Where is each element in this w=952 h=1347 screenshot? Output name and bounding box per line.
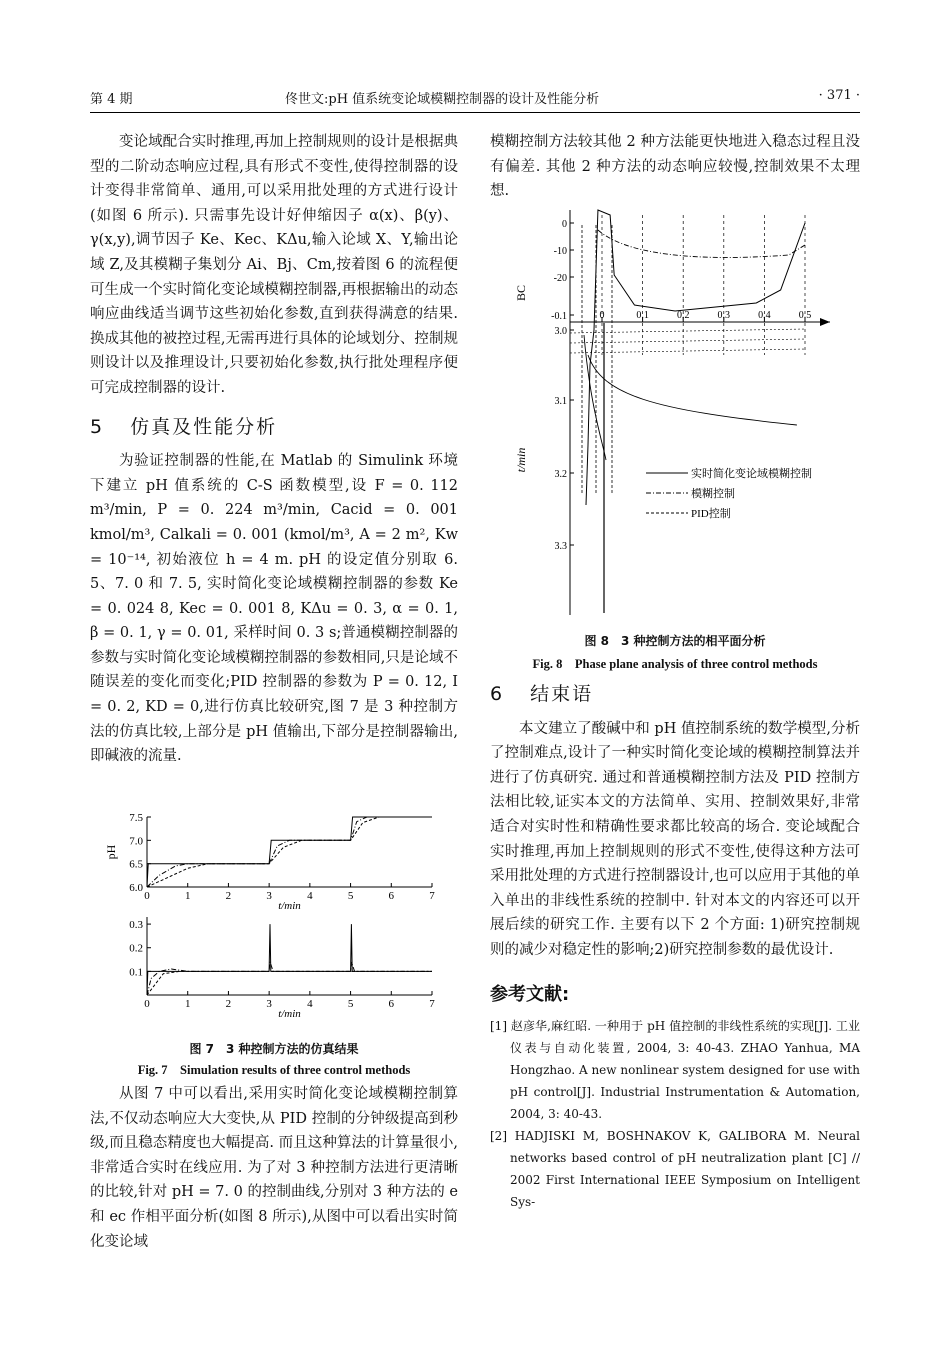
y-tick-label: 3.1 <box>554 396 567 407</box>
y-tick-label: -20 <box>553 273 567 284</box>
x-tick-label: 1 <box>184 890 191 902</box>
series-line <box>570 329 805 333</box>
y-tick-label: 6.0 <box>129 882 143 894</box>
x-tick-label: 0 <box>599 310 605 321</box>
series-line <box>570 339 805 343</box>
y-tick-label: -0.1 <box>551 311 567 322</box>
header-rule <box>90 112 860 113</box>
right-paragraph-1: 模糊控制方法较其他 2 种方法能更快地进入稳态过程且没有偏差. 其他 2 种方法的动态响应较慢,控制效果不太理想. <box>490 134 860 200</box>
left-column-bottom <box>90 1082 458 1254</box>
series-line <box>147 971 432 995</box>
fig7-flow-plot <box>129 917 435 1020</box>
figure-7-chart <box>95 805 455 1035</box>
x-tick-label: 4 <box>307 998 313 1010</box>
section-5-heading <box>90 415 458 440</box>
figure-8-caption-cn: 图 8 3 种控制方法的相平面分析 <box>584 634 766 648</box>
series-line <box>147 817 432 887</box>
y-axis-label: pH <box>104 844 118 860</box>
x-tick-label: 0 <box>144 890 150 902</box>
x-axis-label: t/min <box>278 1008 301 1020</box>
y-tick-label: -10 <box>553 246 567 257</box>
y-tick-label: 0.2 <box>129 942 143 955</box>
figure-8-chart <box>500 205 860 625</box>
series-line <box>588 355 797 425</box>
legend-label: PID控制 <box>691 508 731 520</box>
section-5-title: 仿真及性能分析 <box>130 415 278 438</box>
fig7-ph-plot <box>104 812 435 912</box>
x-tick-label: 2 <box>225 998 232 1010</box>
running-title: 佟世文:pH 值系统变论域模糊控制器的设计及性能分析 <box>285 92 600 107</box>
series-line <box>147 962 432 995</box>
x-tick-label: 5 <box>347 998 354 1010</box>
series-line <box>586 210 805 505</box>
series-line <box>147 817 432 887</box>
reference-1: [1] 赵彦华,麻红昭. 一种用于 pH 值控制的非线性系统的实现[J]. 工业仪表与自动化装置, 2004, 3: 40-43. ZHAO Yanhua, MA Hongzhao. A new nonlinear system designed for use with pH control[J]. Industrial Instrumentation & Automation, 2004, 3: 40-43. <box>490 1019 860 1122</box>
reference-2: [2] HADJISKI M, BOSHNAKOV K, GALIBORA M. Neural networks based control of pH neutralization plant [C] // 2002 First International IEEE Symposium on Intelligent Sys- <box>490 1129 860 1210</box>
series-line <box>584 335 606 460</box>
page-header <box>90 88 860 110</box>
section-6-title: 结束语 <box>530 683 594 705</box>
x-tick-label: 0.5 <box>798 310 812 321</box>
series-line <box>598 230 805 257</box>
left-paragraph-1: 变论域配合实时推理,再加上控制规则的设计是根据典型的二阶动态响应过程,具有形式不变性,使得控制器的设计变得非常简单、通用,可以采用批处理的方式进行设计(如图 6 所示). 只需事先设计好伸缩因子 α(x)、β(y)、γ(x,y),调节因子 Ke、Kec、KΔu,输入论域 X、Y,输出论域 Z,及其模糊子集划分 Ai、Bj、Cm,按着图 6 的流程便可生成一个实时简化变论域模糊控制器,再根据输出的动态响应曲线适当调节这些初始化参数,直到获得满意的结果. 换成其他的被控过程,无需再进行具体的论域划分、控制规则设计以及推理设计,只要初始化参数,执行批处理程序便可完成控制器的设计. <box>90 134 458 396</box>
x-tick-label: 0.3 <box>717 310 731 321</box>
legend-label: 实时简化变论域模糊控制 <box>691 468 812 480</box>
y-tick-label: 7.0 <box>129 835 143 848</box>
left-paragraph-3: 从图 7 中可以看出,采用实时简化变论域模糊控制算法,不仅动态响应大大变快,从 PID 控制的分钟级提高到秒级,而且稳态精度也大幅提高. 而且这种算法的计算量很小,非常适合实时在线应用. 为了对 3 种控制方法进行更清晰的比较,针对 pH = 7. 0 的控制曲线,分别对 3 种方法的 e 和 ec 作相平面分析(如图 8 所示),从图中可以看出实时简化变论域 <box>90 1086 458 1250</box>
figure-7-caption-cn: 图 7 3 种控制方法的仿真结果 <box>189 1042 359 1056</box>
x-tick-label: 7 <box>429 998 435 1010</box>
y-tick-label: 0 <box>562 219 567 230</box>
y-tick-label: 7.5 <box>129 812 143 824</box>
x-tick-label: 0.1 <box>636 310 649 321</box>
x-tick-label: 3 <box>266 890 272 902</box>
x-tick-label: 6 <box>388 890 395 902</box>
page-number: · 371 · <box>818 88 860 103</box>
x-tick-label: 1 <box>184 998 191 1010</box>
section-6-heading <box>490 682 860 707</box>
x-tick-label: 6 <box>388 998 395 1010</box>
x-axis-arrow <box>820 318 830 326</box>
references-title: 参考文献: <box>490 983 570 1005</box>
x-tick-label: 0.2 <box>676 310 690 321</box>
x-tick-label: 7 <box>429 890 435 902</box>
right-paragraph-2: 本文建立了酸碱中和 pH 值控制系统的数学模型,分析了控制难点,设计了一种实时简化变论域的模糊控制算法并进行了仿真研究. 通过和普通模糊控制方法及 PID 控制方法相比较,证实本文的方法简单、实用、控制效果好,非常适合对实时性和精确性要求都比较高的场合. 变论域配合实时推理,再加上控制规则的形式不变性,使得这种方法可采用批处理的方式进行控制器设计,也可以应用于其他的单入单出的非线性系统的控制中. 针对本文的内容还可以开展后续的研究工作. 主要有以下 2 个方面: 1)研究控制规则的减少对稳定性的影响;2)研究控制参数的最优设计. <box>490 720 860 958</box>
right-column-top <box>490 130 860 204</box>
left-paragraph-2: 为验证控制器的性能,在 Matlab 的 Simulink 环境下建立 pH 值系统的 C-S 函数模型,设 F = 0. 112 m³/min, P = 0. 224 m³/min, Cacid = 0. 001 kmol/m³, Calkali = 0. 001 (kmol/m³, A = 2 m², Kw = 10⁻¹⁴, 初始液位 h = 4 m. pH 的设定值分别取 6. 5、7. 0 和 7. 5, 实时简化变论域模糊控制器的参数 Ke = 0. 024 8, Kec = 0. 001 8, KΔu = 0. 3, α = 0. 1, β = 0. 1, γ = 0. 01, 采样时间 0. 3 s;普通模糊控制器的参数与实时简化变论域模糊控制器的参数相同,只是论域不随误差的变化而变化;PID 控制器的参数为 P = 0. 12, I = 0. 2, KD = 0,进行仿真比较研究,图 7 是 3 种控制方法的仿真比较,上部分是 pH 值输出,下部分是控制器输出,即碱液的流量. <box>90 453 458 765</box>
section-6-number: 6 <box>490 683 505 705</box>
x-tick-label: 2 <box>225 890 232 902</box>
y-tick-label: 3.3 <box>554 541 567 552</box>
right-column-bottom <box>490 678 860 1213</box>
x-tick-label: 3 <box>266 998 272 1010</box>
x-tick-label: 0 <box>144 998 150 1010</box>
figure-7-caption-en: Fig. 7 Simulation results of three control methods <box>137 1063 411 1077</box>
x-tick-label: 0.4 <box>758 310 771 321</box>
x-tick-label: 4 <box>307 890 313 902</box>
figure-8-caption-en: Fig. 8 Phase plane analysis of three control methods <box>532 657 818 671</box>
issue-number: 第 4 期 <box>90 92 133 107</box>
y-axis-label-bottom: t/min <box>514 447 528 473</box>
fig8-phase-plane <box>514 210 830 615</box>
left-column <box>90 130 458 769</box>
x-axis-label: t/min <box>278 900 301 912</box>
x-tick-label: 5 <box>347 890 354 902</box>
series-line <box>147 924 432 995</box>
series-line <box>570 349 805 353</box>
y-tick-label: 0.3 <box>129 919 143 932</box>
y-tick-label: 3.0 <box>554 326 567 337</box>
y-tick-label: 0.1 <box>129 966 143 979</box>
legend-label: 模糊控制 <box>691 488 735 500</box>
series-line <box>147 817 432 887</box>
section-5-number: 5 <box>90 415 105 438</box>
y-tick-label: 3.2 <box>554 469 567 480</box>
y-axis-label-top: BC <box>514 284 528 302</box>
y-tick-label: 6.5 <box>129 858 143 871</box>
